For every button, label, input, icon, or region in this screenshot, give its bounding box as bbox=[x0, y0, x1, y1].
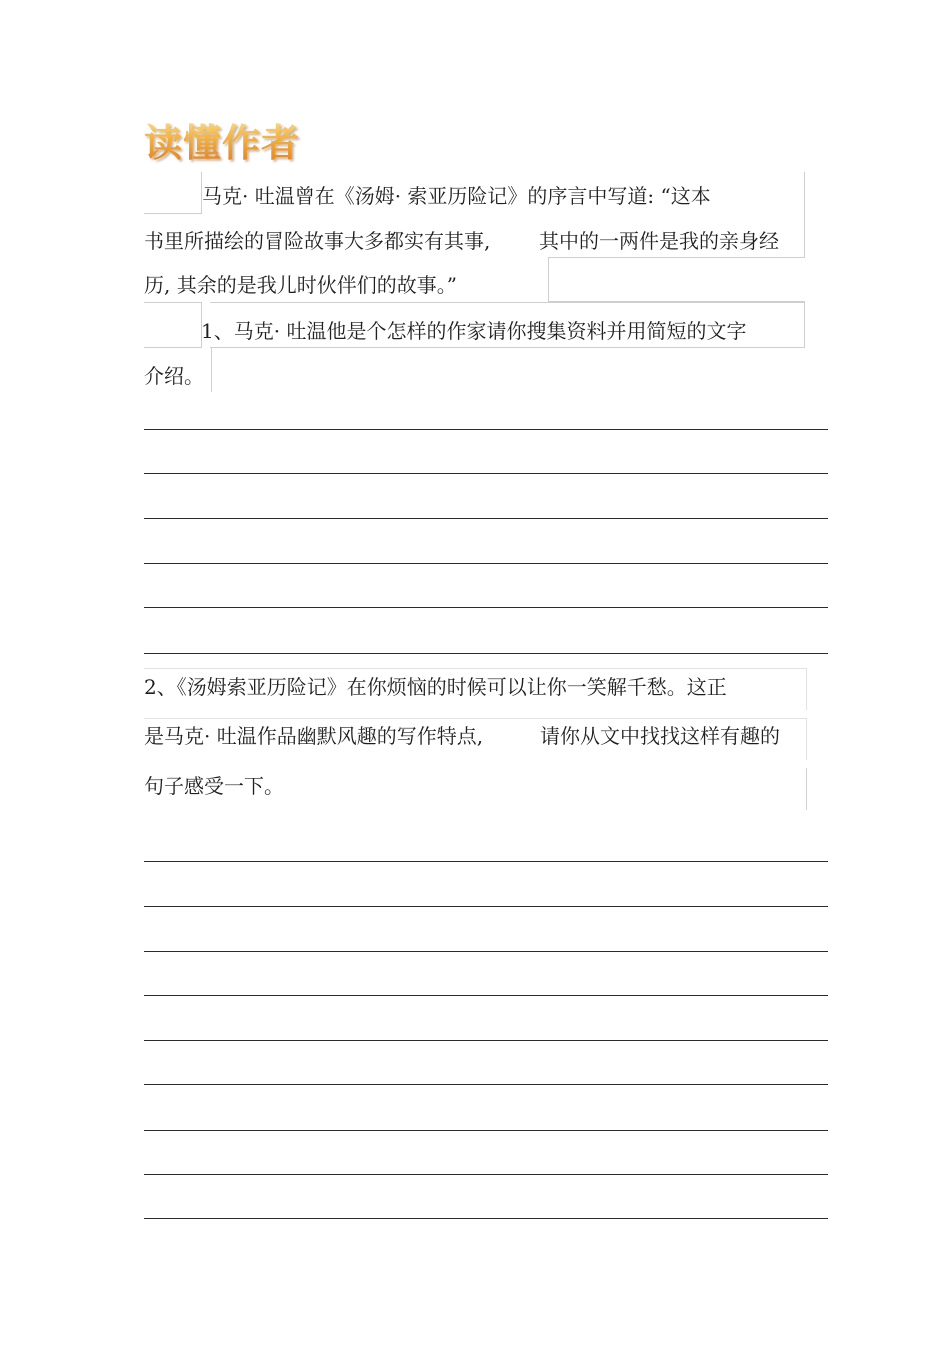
answer-line[interactable] bbox=[144, 429, 828, 430]
answer-line[interactable] bbox=[144, 1174, 828, 1175]
question-2-line-2a: 是马克· 吐温作品幽默风趣的写作特点, bbox=[144, 724, 484, 748]
indent-box bbox=[144, 172, 202, 214]
frame-divider bbox=[806, 768, 807, 810]
question-1-line-2: 介绍。 bbox=[144, 364, 204, 388]
question-2-line-1: 2、《汤姆索亚历险记》在你烦恼的时候可以让你一笑解千愁。这正 bbox=[144, 675, 727, 699]
frame-box bbox=[548, 258, 805, 302]
intro-line-1: 马克· 吐温曾在《汤姆· 索亚历险记》的序言中写道: “这本 bbox=[202, 184, 711, 208]
question-2-line-2b: 请你从文中找找这样有趣的 bbox=[540, 724, 780, 748]
answer-line[interactable] bbox=[144, 518, 828, 519]
answer-line[interactable] bbox=[144, 951, 828, 952]
answer-line[interactable] bbox=[144, 607, 828, 608]
answer-line[interactable] bbox=[144, 563, 828, 564]
answer-line[interactable] bbox=[144, 995, 828, 996]
answer-line[interactable] bbox=[144, 906, 828, 907]
question-2-line-3: 句子感受一下。 bbox=[144, 774, 284, 798]
intro-line-3: 历, 其余的是我儿时伙伴们的故事。” bbox=[144, 273, 457, 297]
section-title: 读懂作者 bbox=[144, 112, 300, 167]
answer-line[interactable] bbox=[144, 861, 828, 862]
answer-line[interactable] bbox=[144, 1218, 828, 1219]
answer-line[interactable] bbox=[144, 653, 828, 654]
question-1-line-1: 1、马克· 吐温他是个怎样的作家请你搜集资料并用简短的文字 bbox=[201, 319, 747, 343]
frame-divider bbox=[211, 348, 212, 392]
intro-line-2b: 其中的一两件是我的亲身经 bbox=[539, 229, 779, 253]
answer-line[interactable] bbox=[144, 1130, 828, 1131]
answer-line[interactable] bbox=[144, 1040, 828, 1041]
answer-line[interactable] bbox=[144, 473, 828, 474]
indent-box bbox=[144, 302, 202, 348]
intro-line-2a: 书里所描绘的冒险故事大多都实有其事, bbox=[144, 229, 491, 253]
answer-line[interactable] bbox=[144, 1084, 828, 1085]
